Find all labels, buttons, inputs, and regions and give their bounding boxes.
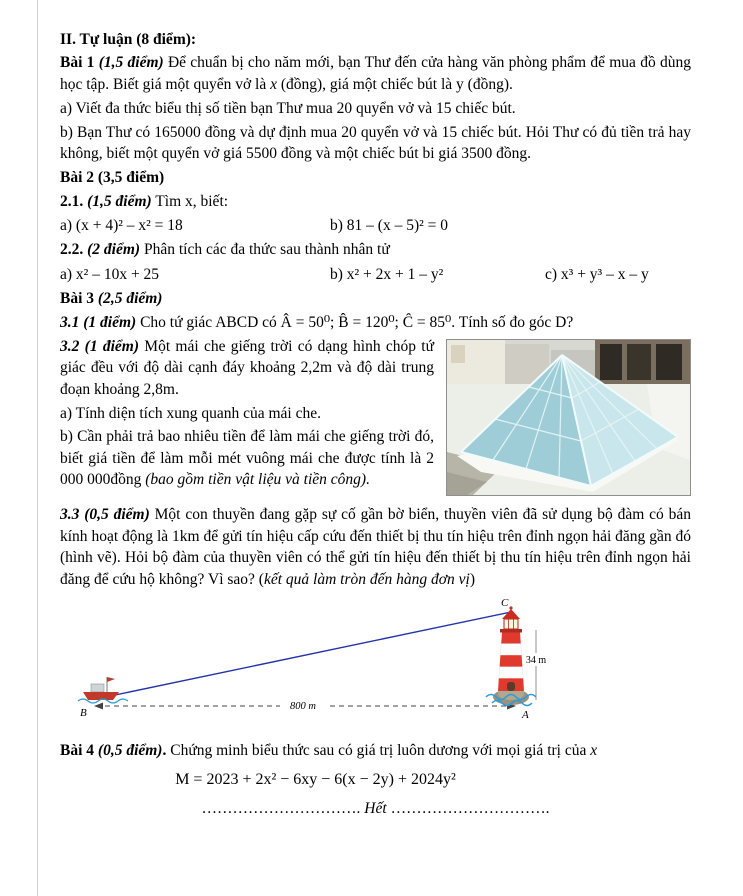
problem-3-3-label: 3.3 (0,5 điểm) bbox=[60, 506, 150, 524]
problem-1-label: Bài 1 bbox=[60, 54, 99, 72]
problem-2-2-equations bbox=[60, 264, 691, 285]
problem-2-1-points: (1,5 điểm) bbox=[87, 192, 152, 210]
problem-3-1-end: . Tính số đo góc D? bbox=[451, 314, 574, 331]
problem-3-title-points: (2,5 điểm) bbox=[97, 290, 163, 308]
problem-2-1-heading bbox=[60, 191, 691, 212]
hypotenuse-line bbox=[96, 612, 511, 699]
height-label: 34 m bbox=[525, 654, 547, 666]
equation-2-1-b: b) 81 – (x – 5)² = 0 bbox=[330, 217, 448, 234]
problem-2-2-heading bbox=[60, 239, 691, 260]
problem-3-3 bbox=[60, 504, 691, 590]
problem-3-2-label: 3.2 (1 điểm) bbox=[60, 337, 140, 355]
variable-x: x bbox=[270, 75, 277, 93]
problem-3-1-label: 3.1 (1 điểm) bbox=[60, 314, 137, 331]
vertex-a-label: A bbox=[522, 708, 529, 721]
problem-1-item-a: a) Viết đa thức biểu thị số tiền bạn Thư mua 20 quyển vở và 15 chiếc bút. bbox=[60, 99, 516, 117]
problem-3-2-item-b-note: (bao gồm tiền vật liệu và tiền công). bbox=[145, 471, 370, 489]
problem-4-points: (0,5 điểm) bbox=[97, 742, 163, 760]
problem-2-2-number: 2.2. bbox=[60, 241, 88, 259]
section-title bbox=[60, 29, 691, 50]
problem-2-2-points: (2 điểm) bbox=[87, 241, 141, 259]
problem-3-1 bbox=[60, 312, 691, 333]
lighthouse-figure-art bbox=[74, 598, 554, 730]
problem-3-3-note: kết quả làm tròn đến hàng đơn vị bbox=[263, 570, 470, 588]
footer-dots-right: …………………………. bbox=[390, 799, 550, 817]
problem-4-text: Chứng minh biểu thức sau có giá trị luôn dương với mọi giá trị của bbox=[170, 742, 591, 760]
problem-1-text-2: (đồng), giá một chiếc bút là y (đồng). bbox=[276, 75, 513, 93]
end-of-exam-line bbox=[60, 798, 691, 819]
problem-3-3-end: ) bbox=[469, 570, 476, 588]
problem-3-1-angles: Â = 50⁰; B̂ = 120⁰; Ĉ = 85⁰ bbox=[280, 314, 452, 331]
distance-line bbox=[94, 698, 516, 712]
equation-2-2-c: c) x³ + y³ – x – y bbox=[545, 265, 649, 283]
footer-het: Hết bbox=[360, 799, 391, 817]
problem-2-1-number: 2.1. bbox=[60, 192, 88, 210]
problem-4-formula: M = 2023 + 2x² − 6xy − 6(x − 2y) + 2024y² bbox=[175, 770, 456, 788]
lighthouse-figure bbox=[74, 598, 691, 736]
section-title-text: II. Tự luận (8 điểm): bbox=[60, 30, 197, 48]
problem-3-2-item-a: a) Tính diện tích xung quanh của mái che. bbox=[60, 404, 321, 422]
vertex-b-label: B bbox=[80, 706, 87, 719]
skylight-photo-art bbox=[447, 340, 690, 495]
problem-1-text-1: Để chuẩn bị cho năm mới, bạn Thư đến cửa hàng văn phòng phẩm để mua đồ dùng học tập. Biết giá một quyển vở là bbox=[60, 54, 691, 93]
boat-icon bbox=[78, 677, 128, 703]
problem-1-points: (1,5 điểm) bbox=[98, 54, 164, 72]
problem-3-2-block bbox=[60, 336, 691, 502]
equation-2-2-a: a) x² – 10x + 25 bbox=[60, 265, 160, 283]
vertex-c-label: C bbox=[501, 597, 509, 609]
equation-2-1-a: a) (x + 4)² – x² = 18 bbox=[60, 217, 183, 234]
distance-label: 800 m bbox=[290, 700, 316, 712]
problem-1-intro bbox=[60, 52, 691, 95]
problem-3-2-text: Một mái che giếng trời có dạng hình chóp tứ giác đều với độ dài cạnh đáy khoảng 2,2m và độ dài trung đoạn khoảng 2,8m. bbox=[60, 337, 434, 398]
problem-2-1-text: Tìm x, biết: bbox=[151, 192, 229, 210]
problem-1-item-b: b) Bạn Thư có 165000 đồng và dự định mua 20 quyển vở và 15 chiếc bút. Hỏi Thư có đủ tiền trả hay không, biết một quyển vở giá 5500 đồng và một chiếc bút bi giá 3500 đồng. bbox=[60, 123, 691, 162]
problem-4-label: Bài 4 bbox=[60, 742, 98, 760]
skylight-photo bbox=[446, 339, 691, 496]
problem-2-title bbox=[60, 167, 691, 188]
problem-3-title bbox=[60, 288, 691, 309]
variable-x-2: x bbox=[590, 742, 598, 760]
footer-dots-left: …………………………. bbox=[201, 799, 361, 817]
height-measure bbox=[520, 630, 552, 700]
problem-2-2-text: Phân tích các đa thức sau thành nhân tử bbox=[140, 241, 390, 259]
problem-3-2-item-b-text: b) Cần phải trả bao nhiêu tiền để làm mái che giếng trời đó, biết giá tiền để làm mỗi mét vuông mái che được tính là 2 000 000đồng bbox=[60, 428, 434, 489]
problem-4 bbox=[60, 740, 691, 761]
problem-3-1-text: Cho tứ giác ABCD có bbox=[136, 314, 281, 331]
problem-2-1-equations bbox=[60, 215, 691, 236]
scan-edge-line bbox=[37, 0, 38, 896]
equation-2-2-b: b) x² + 2x + 1 – y² bbox=[330, 265, 444, 283]
problem-3-3-text: Một con thuyền đang gặp sự cố gần bờ biển, thuyền viên đã sử dụng bộ đàm có bán kính hoạt động là 1km để gửi tín hiệu cấp cứu đến thiết bị thu tín hiệu trên đỉnh ngọn hải đăng gần đó (hình vẽ). Hỏi bộ đàm của thuyền viên có thể gửi tín hiệu đến thiết bị thu tín hiệu trên đỉnh ngọn hải đăng để cứu hộ không? Vì sao? ( bbox=[60, 506, 691, 588]
problem-4-dot: . bbox=[162, 742, 171, 760]
problem-2-title-text: Bài 2 (3,5 điểm) bbox=[60, 168, 165, 186]
problem-3-title-num: Bài 3 bbox=[60, 290, 98, 308]
